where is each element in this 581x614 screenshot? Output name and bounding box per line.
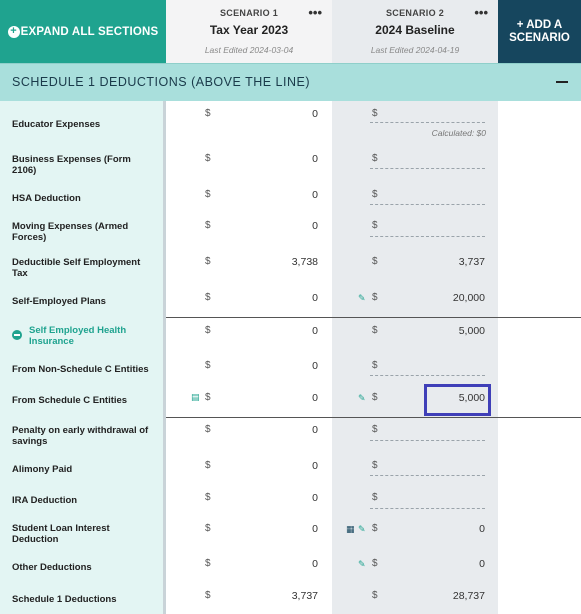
row-label: Self Employed Health Insurance: [29, 325, 127, 347]
scenario-2-value: 5,000: [458, 325, 485, 337]
currency-symbol: $: [205, 108, 211, 119]
section-schedule-1-deductions[interactable]: [0, 63, 581, 101]
edit-icon[interactable]: ✎: [358, 293, 366, 303]
row-label: IRA Deduction: [12, 495, 78, 506]
scenario-1-value: 0: [312, 292, 318, 304]
scenario-1-menu-button[interactable]: •••: [308, 5, 322, 20]
scenario-2-value: 0: [479, 523, 485, 535]
scenario-2-input[interactable]: [370, 493, 485, 509]
table-row: [0, 516, 581, 552]
add-scenario-label-2: SCENARIO: [509, 31, 570, 44]
row-label: Student Loan Interest Deduction: [12, 523, 110, 545]
scenario-2-input[interactable]: [370, 462, 485, 476]
scenario-2-name: 2024 Baseline: [375, 23, 455, 37]
scenario-1-value: 3,738: [291, 256, 318, 268]
calculated-note: Calculated: $0: [431, 128, 486, 138]
table-row: [0, 452, 581, 484]
row-label: Penalty on early withdrawal of savings: [12, 425, 149, 447]
currency-symbol: $: [205, 153, 211, 164]
deductions-grid: [0, 101, 581, 614]
scenario-1-value: 0: [312, 460, 318, 472]
table-row[interactable]: [0, 318, 581, 352]
scenario-1-value: 0: [312, 325, 318, 337]
row-label: Self-Employed Plans: [12, 296, 106, 307]
plus-circle-icon: +: [8, 26, 20, 38]
currency-symbol: $: [372, 153, 378, 164]
expand-all-label: EXPAND ALL SECTIONS: [20, 25, 159, 38]
currency-symbol: $: [372, 292, 378, 303]
row-label: Business Expenses (Form 2106): [12, 154, 131, 176]
scenario-1-value: 3,737: [291, 590, 318, 602]
currency-symbol: $: [205, 392, 211, 403]
section-title: SCHEDULE 1 DEDUCTIONS (ABOVE THE LINE): [12, 75, 310, 89]
scenario-2-input[interactable]: [370, 155, 485, 169]
row-label: From Schedule C Entities: [12, 395, 128, 406]
scenario-1-value: 0: [312, 108, 318, 120]
currency-symbol: $: [372, 492, 378, 503]
table-row: [0, 552, 581, 584]
focused-input-highlight[interactable]: [424, 384, 491, 416]
currency-symbol: $: [205, 523, 211, 534]
scenario-1-value: 0: [312, 220, 318, 232]
building-icon[interactable]: ▤: [191, 392, 200, 402]
table-row: [0, 253, 581, 289]
currency-symbol: $: [205, 492, 211, 503]
currency-symbol: $: [372, 392, 378, 403]
currency-symbol: $: [372, 256, 378, 267]
collapse-icon[interactable]: [556, 81, 568, 83]
table-row: [0, 289, 581, 317]
scenario-1-value: 0: [312, 424, 318, 436]
row-label: Other Deductions: [12, 562, 92, 573]
currency-symbol: $: [372, 523, 378, 534]
scenario-2-input[interactable]: [370, 109, 485, 123]
row-label: HSA Deduction: [12, 193, 81, 204]
header: [0, 0, 581, 63]
scenario-1-value: 0: [312, 523, 318, 535]
table-row-total: [0, 584, 581, 614]
currency-symbol: $: [205, 590, 211, 601]
table-row: [0, 484, 581, 516]
edit-icon[interactable]: ✎: [358, 524, 366, 534]
scenario-2-input[interactable]: [370, 191, 485, 205]
collapse-circle-icon[interactable]: [12, 330, 22, 340]
currency-symbol: $: [372, 460, 378, 471]
scenario-2-value: 0: [479, 558, 485, 570]
scenario-2-value: 5,000: [458, 392, 485, 404]
scenario-1-value: 0: [312, 189, 318, 201]
currency-symbol: $: [205, 558, 211, 569]
row-label: Educator Expenses: [12, 119, 101, 130]
currency-symbol: $: [372, 189, 378, 200]
currency-symbol: $: [205, 292, 211, 303]
row-label: From Non-Schedule C Entities: [12, 364, 149, 375]
scenario-2-input[interactable]: [370, 223, 485, 237]
scenario-2-label: SCENARIO 2: [385, 8, 444, 18]
table-row: [0, 149, 581, 185]
row-label: Moving Expenses (Armed Forces): [12, 221, 129, 243]
currency-symbol: $: [372, 558, 378, 569]
currency-symbol: $: [372, 220, 378, 231]
scenario-2-value: 20,000: [452, 292, 485, 304]
scenario-2-input[interactable]: [370, 362, 485, 376]
add-scenario-button[interactable]: [498, 0, 581, 63]
table-row: [0, 101, 581, 149]
currency-symbol: $: [205, 360, 211, 371]
currency-symbol: $: [205, 325, 211, 336]
currency-symbol: $: [372, 424, 378, 435]
scenario-1-name: Tax Year 2023: [209, 23, 289, 37]
row-label: Schedule 1 Deductions: [12, 594, 117, 605]
scenario-2-last-edited: Last Edited 2024-04-19: [370, 45, 460, 55]
scenario-1-value: 0: [312, 153, 318, 165]
scenario-1-value: 0: [312, 392, 318, 404]
scenario-2-input[interactable]: [370, 426, 485, 441]
scenario-2-value: 28,737: [452, 590, 485, 602]
row-label: Alimony Paid: [12, 464, 73, 475]
table-row: [0, 384, 581, 417]
currency-symbol: $: [205, 460, 211, 471]
add-scenario-label-1: + ADD A: [516, 18, 563, 31]
scenario-2-header: [332, 0, 498, 63]
table-row: [0, 352, 581, 384]
scenario-1-header: [166, 0, 332, 63]
scenario-1-label: SCENARIO 1: [219, 8, 278, 18]
currency-symbol: $: [372, 325, 378, 336]
table-row: [0, 185, 581, 217]
currency-symbol: $: [205, 256, 211, 267]
edit-icon[interactable]: ✎: [358, 393, 366, 403]
currency-symbol: $: [372, 108, 378, 119]
scenario-1-value: 0: [312, 558, 318, 570]
currency-symbol: $: [372, 590, 378, 601]
row-label: Deductible Self Employment Tax: [12, 257, 141, 279]
edit-icon[interactable]: ✎: [358, 559, 366, 569]
scenario-2-menu-button[interactable]: •••: [474, 5, 488, 20]
scenario-1-value: 0: [312, 492, 318, 504]
table-row: [0, 418, 581, 452]
table-row: [0, 217, 581, 253]
scenario-1-value: 0: [312, 360, 318, 372]
calculator-icon[interactable]: ▦: [346, 524, 355, 534]
currency-symbol: $: [205, 424, 211, 435]
scenario-1-last-edited: Last Edited 2024-03-04: [204, 45, 294, 55]
currency-symbol: $: [205, 220, 211, 231]
scenario-2-value: 3,737: [458, 256, 485, 268]
expand-all-sections-button[interactable]: [0, 0, 166, 63]
currency-symbol: $: [205, 189, 211, 200]
currency-symbol: $: [372, 360, 378, 371]
